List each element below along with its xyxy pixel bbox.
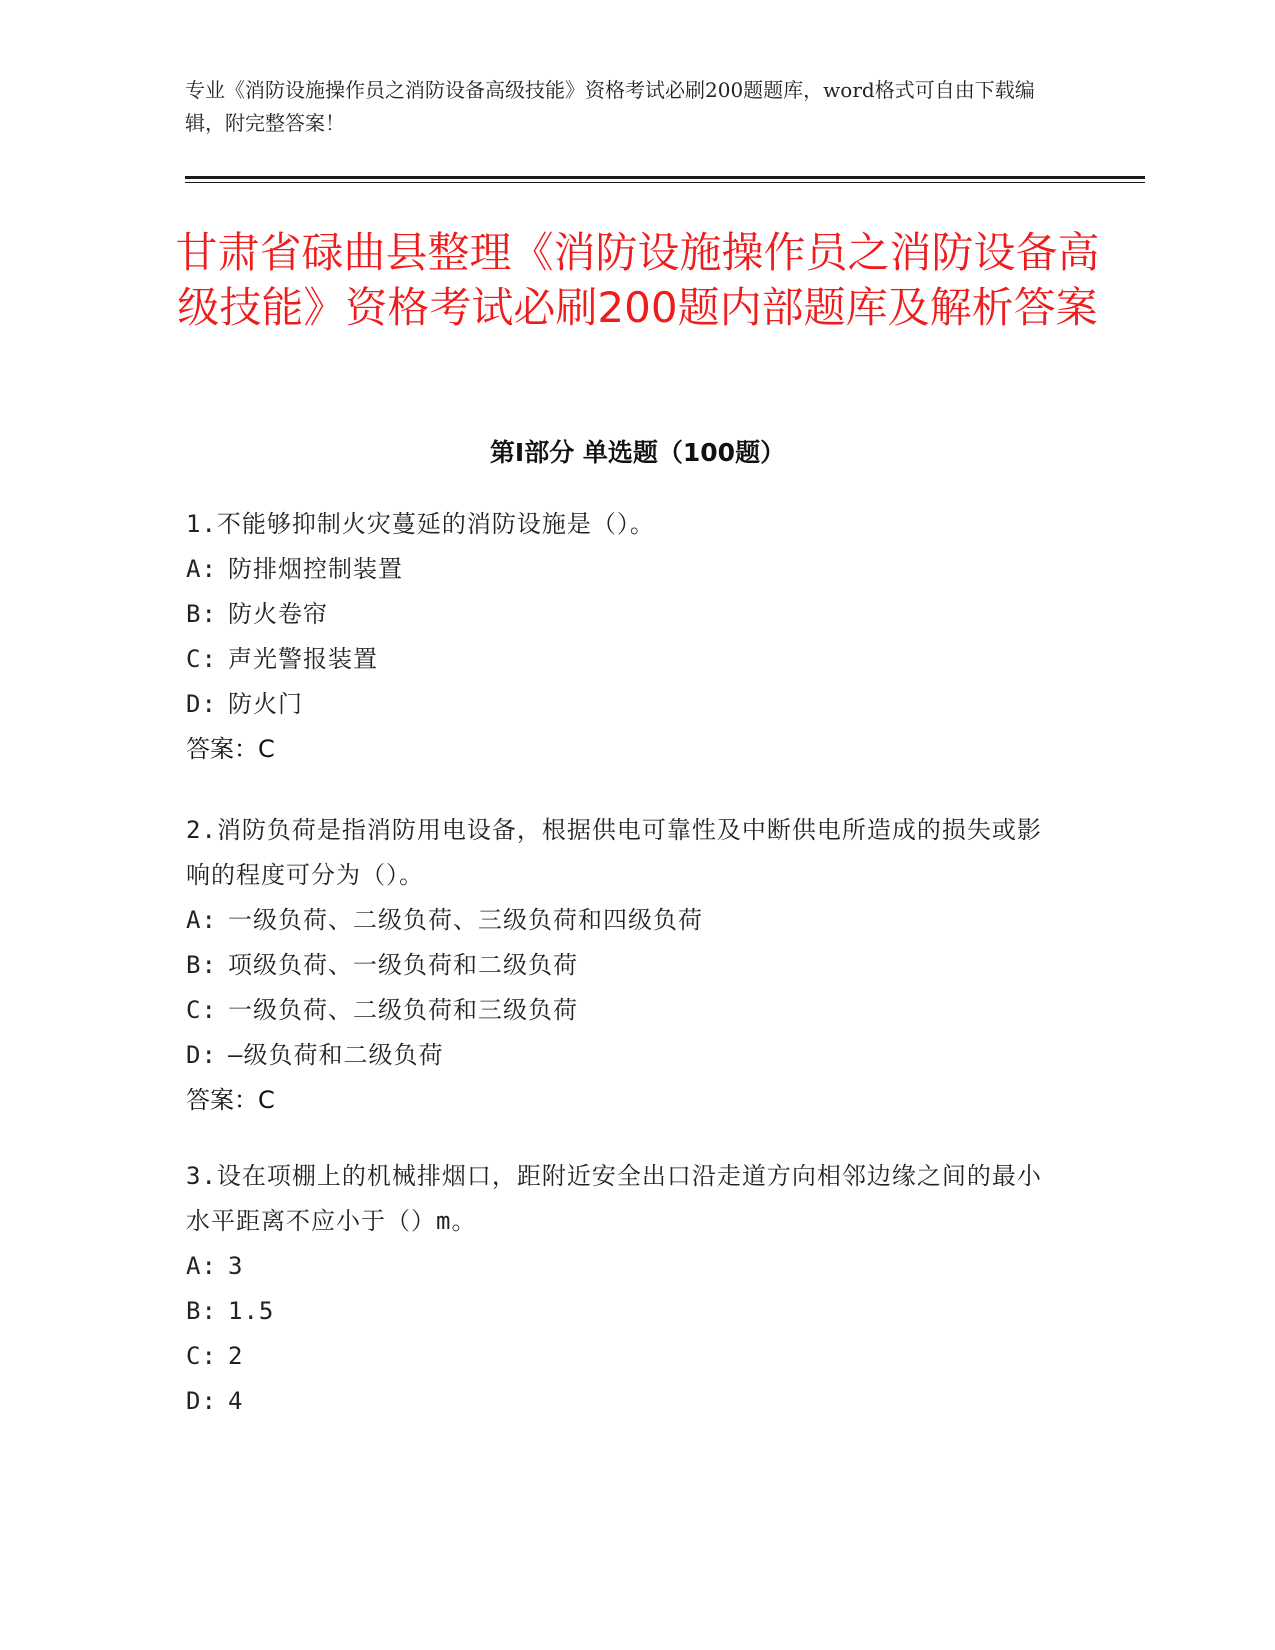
question-2: [186, 808, 1066, 1123]
option-letter: C:: [186, 996, 217, 1024]
question-stem: 3.设在项棚上的机械排烟口，距附近安全出口沿走道方向相邻边缘之间的最小水平距离不应小于（）m。: [186, 1162, 1042, 1235]
option-letter: B:: [186, 951, 217, 979]
option-b: [186, 943, 1066, 988]
document-title: 甘肃省碌曲县整理《消防设施操作员之消防设备高级技能》资格考试必刷200题内部题库及解析答案: [175, 228, 1100, 332]
option-text: —级负荷和二级负荷: [228, 1041, 444, 1069]
option-text: 一级负荷、二级负荷和三级负荷: [228, 996, 578, 1024]
question-3: [186, 1154, 1066, 1424]
option-text: 项级负荷、一级负荷和二级负荷: [228, 951, 578, 979]
option-c: [186, 637, 1066, 682]
option-c: [186, 1334, 1066, 1379]
option-text: 1.5: [228, 1297, 275, 1325]
option-b: [186, 1289, 1066, 1334]
option-text: 防排烟控制装置: [228, 555, 403, 583]
option-letter: D:: [186, 690, 217, 718]
option-d: [186, 1379, 1066, 1424]
option-text: 防火门: [228, 690, 303, 718]
option-a: [186, 898, 1066, 943]
question-stem: 2.消防负荷是指消防用电设备，根据供电可靠性及中断供电所造成的损失或影响的程度可分为（）。: [186, 816, 1042, 889]
option-d: [186, 682, 1066, 727]
header-rule-thick: [185, 176, 1145, 179]
option-letter: C:: [186, 1342, 217, 1370]
option-text: 2: [228, 1342, 244, 1370]
question-stem: 1.不能够抑制火灾蔓延的消防设施是（）。: [186, 510, 655, 538]
option-d: [186, 1033, 1066, 1078]
option-a: [186, 547, 1066, 592]
option-letter: A:: [186, 555, 217, 583]
option-letter: D:: [186, 1041, 217, 1069]
option-c: [186, 988, 1066, 1033]
section-heading: 第I部分 单选题（100题）: [489, 438, 786, 467]
option-letter: A:: [186, 906, 217, 934]
option-letter: A:: [186, 1252, 217, 1280]
option-b: [186, 592, 1066, 637]
option-letter: D:: [186, 1387, 217, 1415]
option-text: 声光警报装置: [228, 645, 378, 673]
answer-label: 答案：C: [186, 735, 275, 763]
option-a: [186, 1244, 1066, 1289]
option-letter: B:: [186, 600, 217, 628]
question-1: [186, 502, 1066, 772]
option-letter: C:: [186, 645, 217, 673]
option-text: 3: [228, 1252, 244, 1280]
option-text: 防火卷帘: [228, 600, 328, 628]
option-letter: B:: [186, 1297, 217, 1325]
answer-label: 答案：C: [186, 1086, 275, 1114]
header-note: 专业《消防设施操作员之消防设备高级技能》资格考试必刷200题题库，word格式可自由下载编辑，附完整答案！: [185, 78, 1035, 135]
option-text: 4: [228, 1387, 244, 1415]
header-rule-thin: [185, 182, 1145, 183]
option-text: 一级负荷、二级负荷、三级负荷和四级负荷: [228, 906, 703, 934]
